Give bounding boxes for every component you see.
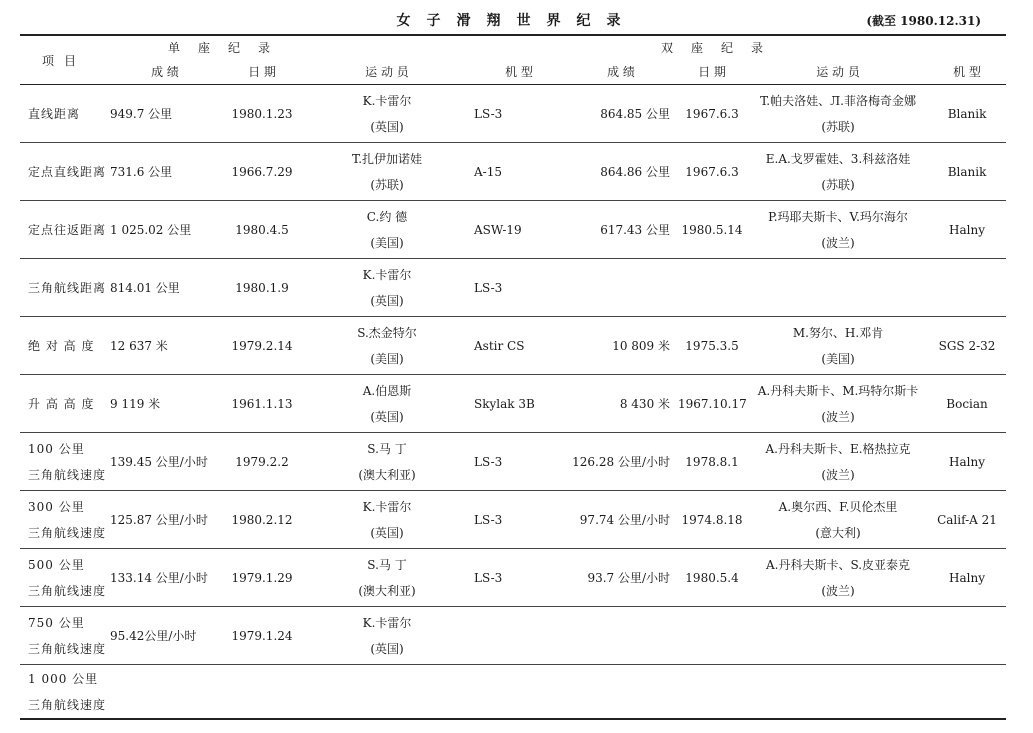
header-single-seat: 单座纪录 [108, 35, 566, 58]
table-row [20, 607, 1006, 665]
table-row [20, 375, 1006, 433]
single-athlete-country: (英国) [370, 293, 404, 308]
single-athlete-country: (英国) [370, 525, 404, 540]
single-date: 1980.4.5 [222, 201, 302, 259]
single-date: 1979.1.29 [222, 549, 302, 607]
double-date: 1975.3.5 [676, 317, 748, 375]
single-result: 9 119 米 [108, 375, 222, 433]
record-item-label: 300 公里 [28, 499, 85, 514]
single-athlete-name: K.卡雷尔 [362, 267, 412, 282]
single-athlete-name: S.马 丁 [367, 557, 407, 572]
double-result: 10 809 米 [566, 317, 676, 375]
double-athlete-cell [748, 259, 928, 317]
double-athlete-cell [748, 201, 928, 259]
single-result: 95.42公里/小时 [108, 607, 222, 665]
single-result: 12 637 米 [108, 317, 222, 375]
table-row [20, 433, 1006, 491]
double-model: Bocian [928, 375, 1006, 433]
document-title: 女子滑翔世界纪录 [396, 13, 637, 29]
single-athlete-cell [302, 201, 472, 259]
double-athlete-country: (波兰) [821, 467, 855, 482]
table-row [20, 665, 1006, 720]
double-athlete-country: (苏联) [821, 177, 855, 192]
record-item-label: 直线距离 [28, 106, 81, 121]
header-item: 项目 [20, 35, 108, 85]
header-double-model: 机 型 [928, 58, 1006, 85]
single-athlete-country: (英国) [370, 409, 404, 424]
double-model: Halny [928, 433, 1006, 491]
single-date: 1980.2.12 [222, 491, 302, 549]
record-item-cell [20, 201, 108, 259]
single-athlete-country: (美国) [370, 235, 404, 250]
record-item-cell [20, 85, 108, 143]
record-item-label: 三角航线速度 [28, 583, 107, 598]
record-item-cell [20, 607, 108, 665]
table-row [20, 549, 1006, 607]
single-model: LS-3 [472, 85, 566, 143]
double-athlete-cell [748, 665, 928, 720]
header-single-athlete: 运 动 员 [302, 58, 472, 85]
single-athlete-cell [302, 317, 472, 375]
as-of-date: (截至 1980.12.31) [866, 14, 981, 28]
double-athlete-names: A.奥尔西、F.贝伦杰里 [778, 499, 898, 514]
single-model: LS-3 [472, 433, 566, 491]
single-athlete-cell [302, 549, 472, 607]
record-item-label: 100 公里 [28, 441, 85, 456]
double-model: SGS 2-32 [928, 317, 1006, 375]
double-result: 126.28 公里/小时 [566, 433, 676, 491]
single-athlete-country: (英国) [370, 119, 404, 134]
double-model: Halny [928, 201, 1006, 259]
single-athlete-cell [302, 85, 472, 143]
record-item-label: 定点往返距离 [28, 222, 107, 237]
record-item-cell [20, 375, 108, 433]
single-athlete-name: S.杰金特尔 [357, 325, 417, 340]
double-athlete-country: (意大利) [815, 525, 861, 540]
single-model: A-15 [472, 143, 566, 201]
single-athlete-name: K.卡雷尔 [362, 499, 412, 514]
double-athlete-cell [748, 491, 928, 549]
double-model [928, 665, 1006, 720]
double-athlete-cell [748, 143, 928, 201]
single-date: 1980.1.23 [222, 85, 302, 143]
double-athlete-cell [748, 607, 928, 665]
record-item-cell [20, 143, 108, 201]
single-model [472, 665, 566, 720]
double-result: 8 430 米 [566, 375, 676, 433]
single-athlete-cell [302, 665, 472, 720]
double-date: 1974.8.18 [676, 491, 748, 549]
header-double-seat: 双座纪录 [566, 35, 1006, 58]
double-date: 1978.8.1 [676, 433, 748, 491]
table-row [20, 491, 1006, 549]
double-athlete-names: A.丹科夫斯卡、M.玛特尔斯卡 [757, 383, 919, 398]
single-athlete-name: K.卡雷尔 [362, 615, 412, 630]
double-result: 617.43 公里 [566, 201, 676, 259]
record-item-label: 750 公里 [28, 615, 85, 630]
double-model [928, 259, 1006, 317]
double-athlete-names: P.玛耶夫斯卡、V.玛尔海尔 [768, 209, 908, 224]
single-result: 139.45 公里/小时 [108, 433, 222, 491]
double-model: Halny [928, 549, 1006, 607]
record-item-label: 三角航线距离 [28, 280, 107, 295]
double-athlete-country: (美国) [821, 351, 855, 366]
single-date: 1961.1.13 [222, 375, 302, 433]
single-date: 1979.2.2 [222, 433, 302, 491]
table-body [20, 85, 1006, 720]
header-single-date: 日 期 [222, 58, 302, 85]
double-athlete-country: (苏联) [821, 119, 855, 134]
header-double-athlete: 运 动 员 [748, 58, 928, 85]
double-date: 1967.10.17 [676, 375, 748, 433]
record-item-label: 定点直线距离 [28, 164, 107, 179]
single-athlete-name: S.马 丁 [367, 441, 407, 456]
record-item-label: 三角航线速度 [28, 641, 107, 656]
record-item-label: 三角航线速度 [28, 525, 107, 540]
single-model: ASW-19 [472, 201, 566, 259]
single-date [222, 665, 302, 720]
double-date: 1980.5.14 [676, 201, 748, 259]
table-row [20, 201, 1006, 259]
double-athlete-names: M.努尔、H.邓肯 [792, 325, 884, 340]
single-athlete-name: T.扎伊加诺娃 [351, 151, 423, 166]
double-athlete-cell [748, 433, 928, 491]
single-model: Skylak 3B [472, 375, 566, 433]
single-athlete-country: (澳大利亚) [358, 583, 416, 598]
single-result: 1 025.02 公里 [108, 201, 222, 259]
single-athlete-name: K.卡雷尔 [362, 93, 412, 108]
double-result: 864.86 公里 [566, 143, 676, 201]
double-date [676, 665, 748, 720]
double-athlete-cell [748, 317, 928, 375]
single-result: 731.6 公里 [108, 143, 222, 201]
double-model: Calif-A 21 [928, 491, 1006, 549]
single-athlete-country: (苏联) [370, 177, 404, 192]
record-item-cell [20, 665, 108, 720]
double-athlete-names: E.A.戈罗霍娃、3.科兹洛娃 [765, 151, 911, 166]
record-item-label: 绝 对 高 度 [28, 338, 95, 353]
single-model [472, 607, 566, 665]
double-result [566, 607, 676, 665]
record-item-cell [20, 491, 108, 549]
single-result [108, 665, 222, 720]
single-athlete-country: (美国) [370, 351, 404, 366]
single-athlete-cell [302, 607, 472, 665]
single-athlete-country: (澳大利亚) [358, 467, 416, 482]
double-athlete-cell [748, 375, 928, 433]
double-model: Blanik [928, 143, 1006, 201]
double-date [676, 607, 748, 665]
single-athlete-name: C.约 德 [366, 209, 408, 224]
record-item-cell [20, 317, 108, 375]
record-item-label: 升 高 高 度 [28, 396, 95, 411]
record-item-label: 三角航线速度 [28, 697, 107, 712]
single-result: 814.01 公里 [108, 259, 222, 317]
double-model: Blanik [928, 85, 1006, 143]
record-item-cell [20, 259, 108, 317]
double-athlete-cell [748, 549, 928, 607]
double-athlete-cell [748, 85, 928, 143]
double-result: 864.85 公里 [566, 85, 676, 143]
table-row [20, 259, 1006, 317]
single-athlete-cell [302, 259, 472, 317]
single-athlete-cell [302, 433, 472, 491]
single-athlete-cell [302, 143, 472, 201]
double-date [676, 259, 748, 317]
header-single-model: 机 型 [472, 58, 566, 85]
records-table [20, 34, 1006, 720]
double-athlete-country: (波兰) [821, 583, 855, 598]
table-row [20, 143, 1006, 201]
single-date: 1966.7.29 [222, 143, 302, 201]
single-date: 1979.2.14 [222, 317, 302, 375]
record-item-cell [20, 549, 108, 607]
single-result: 949.7 公里 [108, 85, 222, 143]
single-model: Astir CS [472, 317, 566, 375]
double-athlete-names: A.丹科夫斯卡、S.皮亚泰克 [765, 557, 911, 572]
table-row [20, 317, 1006, 375]
record-item-cell [20, 433, 108, 491]
double-date: 1980.5.4 [676, 549, 748, 607]
double-model [928, 607, 1006, 665]
single-athlete-cell [302, 491, 472, 549]
single-athlete-name: A.伯恩斯 [362, 383, 412, 398]
header-single-result: 成 绩 [108, 58, 222, 85]
single-model: LS-3 [472, 259, 566, 317]
double-athlete-country: (波兰) [821, 235, 855, 250]
single-athlete-cell [302, 375, 472, 433]
double-result: 97.74 公里/小时 [566, 491, 676, 549]
double-result [566, 665, 676, 720]
double-athlete-names: A.丹科夫斯卡、E.格热拉克 [765, 441, 911, 456]
double-result: 93.7 公里/小时 [566, 549, 676, 607]
record-item-label: 500 公里 [28, 557, 85, 572]
double-athlete-country: (波兰) [821, 409, 855, 424]
single-date: 1980.1.9 [222, 259, 302, 317]
record-item-label: 三角航线速度 [28, 467, 107, 482]
single-model: LS-3 [472, 549, 566, 607]
single-athlete-country: (英国) [370, 641, 404, 656]
single-date: 1979.1.24 [222, 607, 302, 665]
single-result: 133.14 公里/小时 [108, 549, 222, 607]
header-double-result: 成 绩 [566, 58, 676, 85]
table-header [20, 35, 1006, 85]
double-athlete-names: T.帕夫洛娃、Л.菲洛梅奇金娜 [760, 93, 916, 108]
double-result [566, 259, 676, 317]
record-item-label: 1 000 公里 [28, 671, 99, 686]
single-model: LS-3 [472, 491, 566, 549]
double-date: 1967.6.3 [676, 85, 748, 143]
single-result: 125.87 公里/小时 [108, 491, 222, 549]
table-row [20, 85, 1006, 143]
header-double-date: 日 期 [676, 58, 748, 85]
double-date: 1967.6.3 [676, 143, 748, 201]
